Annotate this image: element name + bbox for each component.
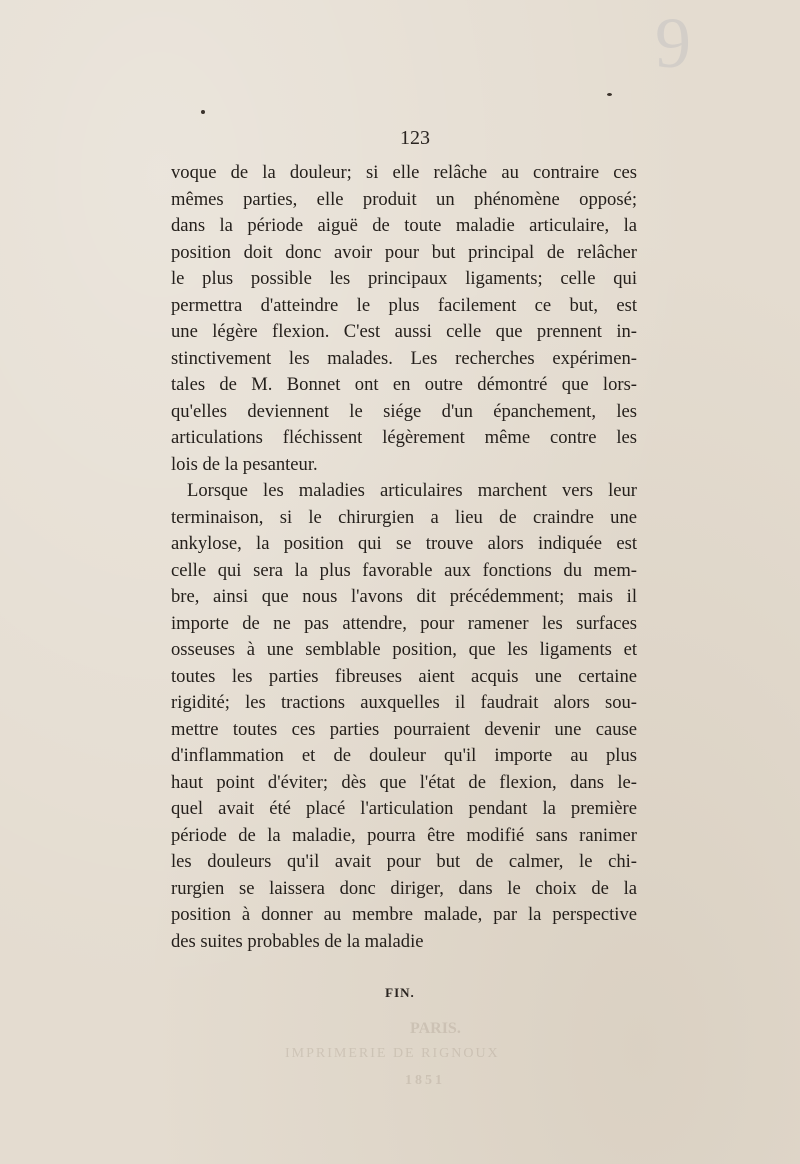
text-line: haut point d'éviter; dès que l'état de flexion, dans le-	[171, 771, 637, 793]
bleed-through-mark: 9	[655, 3, 691, 83]
body-text	[171, 160, 637, 955]
text-line: permettra d'atteindre le plus facilement ce but, est	[171, 294, 637, 316]
text-line: importe de ne pas attendre, pour ramener les surfaces	[171, 612, 637, 634]
text-line: le plus possible les principaux ligaments; celle qui	[171, 268, 637, 289]
text-line: d'inflammation et de douleur qu'il importe au plus	[171, 745, 637, 766]
text-line: rigidité; les tractions auxquelles il faudrait alors sou-	[171, 692, 637, 713]
bleed-through-text: 1851	[405, 1073, 445, 1088]
text-line: toutes les parties fibreuses aient acquis une certaine	[171, 665, 637, 687]
end-mark: FIN.	[385, 985, 415, 1000]
text-line: mettre toutes ces parties pourraient devenir une cause	[171, 718, 637, 740]
paragraph	[171, 478, 637, 955]
bleed-through-text: PARIS.	[410, 1020, 461, 1037]
text-line: les douleurs qu'il avait pour but de calmer, le chi-	[171, 851, 637, 872]
text-line: lois de la pesanteur.	[171, 453, 318, 475]
paragraph	[171, 160, 637, 478]
text-line: terminaison, si le chirurgien a lieu de craindre une	[171, 506, 637, 528]
text-line: qu'elles deviennent le siége d'un épanchement, les	[171, 400, 637, 422]
text-line: une légère flexion. C'est aussi celle que prennent in-	[171, 321, 637, 342]
text-line: articulations fléchissent légèrement même contre les	[171, 427, 637, 448]
text-line: quel avait été placé l'articulation pendant la première	[171, 798, 637, 819]
text-line: osseuses à une semblable position, que les ligaments et	[171, 639, 637, 660]
text-line: bre, ainsi que nous l'avons dit précédemment; mais il	[171, 586, 637, 607]
bleed-through-text: IMPRIMERIE DE RIGNOUX	[285, 1046, 500, 1061]
text-line: mêmes parties, elle produit un phénomène opposé;	[171, 188, 637, 210]
page-number: 123	[400, 127, 430, 149]
text-line: tales de M. Bonnet ont en outre démontré que lors-	[171, 374, 637, 395]
text-line: des suites probables de la maladie	[171, 930, 424, 952]
ink-speck	[607, 93, 612, 96]
text-line: position à donner au membre malade, par la perspective	[171, 904, 637, 925]
text-line: stinctivement les malades. Les recherches expérimen-	[171, 347, 637, 369]
text-line: dans la période aiguë de toute maladie articulaire, la	[171, 215, 637, 236]
text-line: ankylose, la position qui se trouve alors indiquée est	[171, 533, 637, 554]
text-line: rurgien se laissera donc diriger, dans le choix de la	[171, 877, 637, 899]
text-line: voque de la douleur; si elle relâche au contraire ces	[171, 162, 637, 183]
text-line: période de la maladie, pourra être modifié sans ranimer	[171, 824, 637, 846]
text-line: celle qui sera la plus favorable aux fonctions du mem-	[171, 559, 637, 581]
ink-speck	[201, 110, 205, 114]
text-line: position doit donc avoir pour but principal de relâcher	[171, 241, 637, 263]
text-line: Lorsque les maladies articulaires marchent vers leur	[187, 480, 637, 501]
